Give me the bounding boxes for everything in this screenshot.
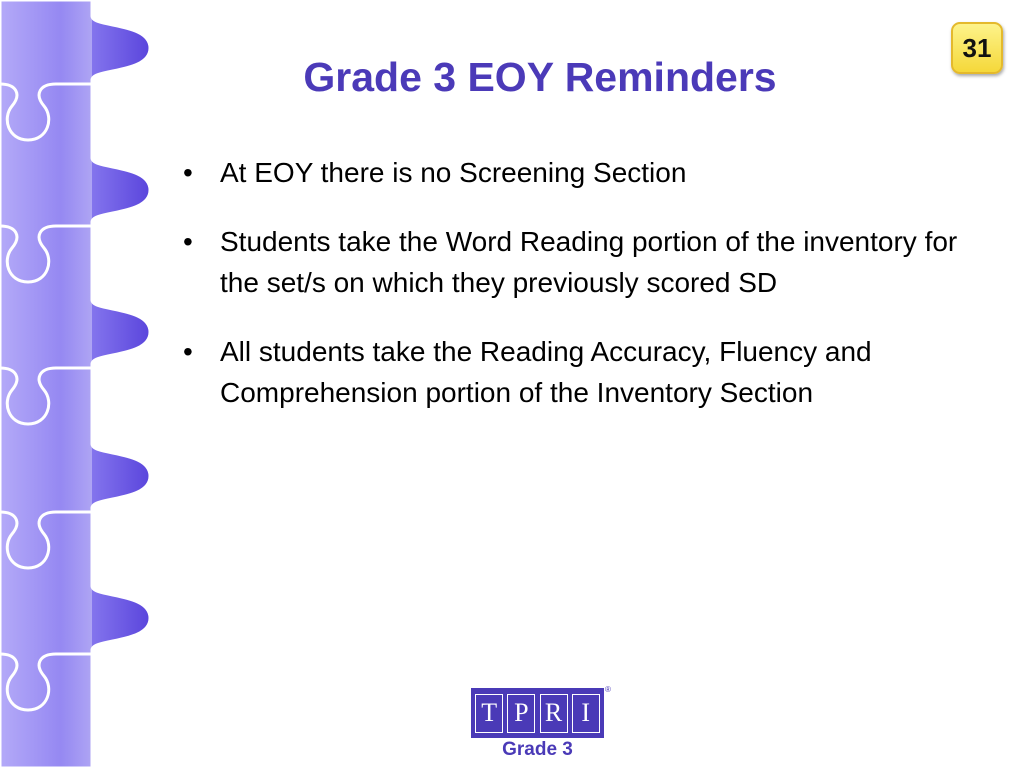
logo-letter: R bbox=[540, 694, 568, 733]
page-number-badge: 31 bbox=[951, 22, 1003, 74]
logo-letter: T bbox=[475, 694, 503, 733]
logo-grade-label: Grade 3 bbox=[502, 739, 573, 760]
logo-letter-row bbox=[471, 688, 604, 738]
tpri-logo bbox=[471, 685, 611, 762]
logo-letter: I bbox=[572, 694, 600, 733]
bullet-item: • At EOY there is no Screening Section bbox=[181, 152, 971, 193]
registered-mark: ® bbox=[605, 685, 611, 694]
bullet-item: • Students take the Word Reading portion of the inventory for the set/s on which they previously scored SD bbox=[181, 221, 971, 303]
bullet-list bbox=[181, 152, 971, 441]
slide-title: Grade 3 EOY Reminders bbox=[303, 54, 777, 100]
bullet-item: • All students take the Reading Accuracy, Fluency and Comprehension portion of the Inventory Section bbox=[181, 331, 971, 413]
logo-letter: P bbox=[507, 694, 535, 733]
puzzle-border-decoration bbox=[0, 0, 160, 768]
